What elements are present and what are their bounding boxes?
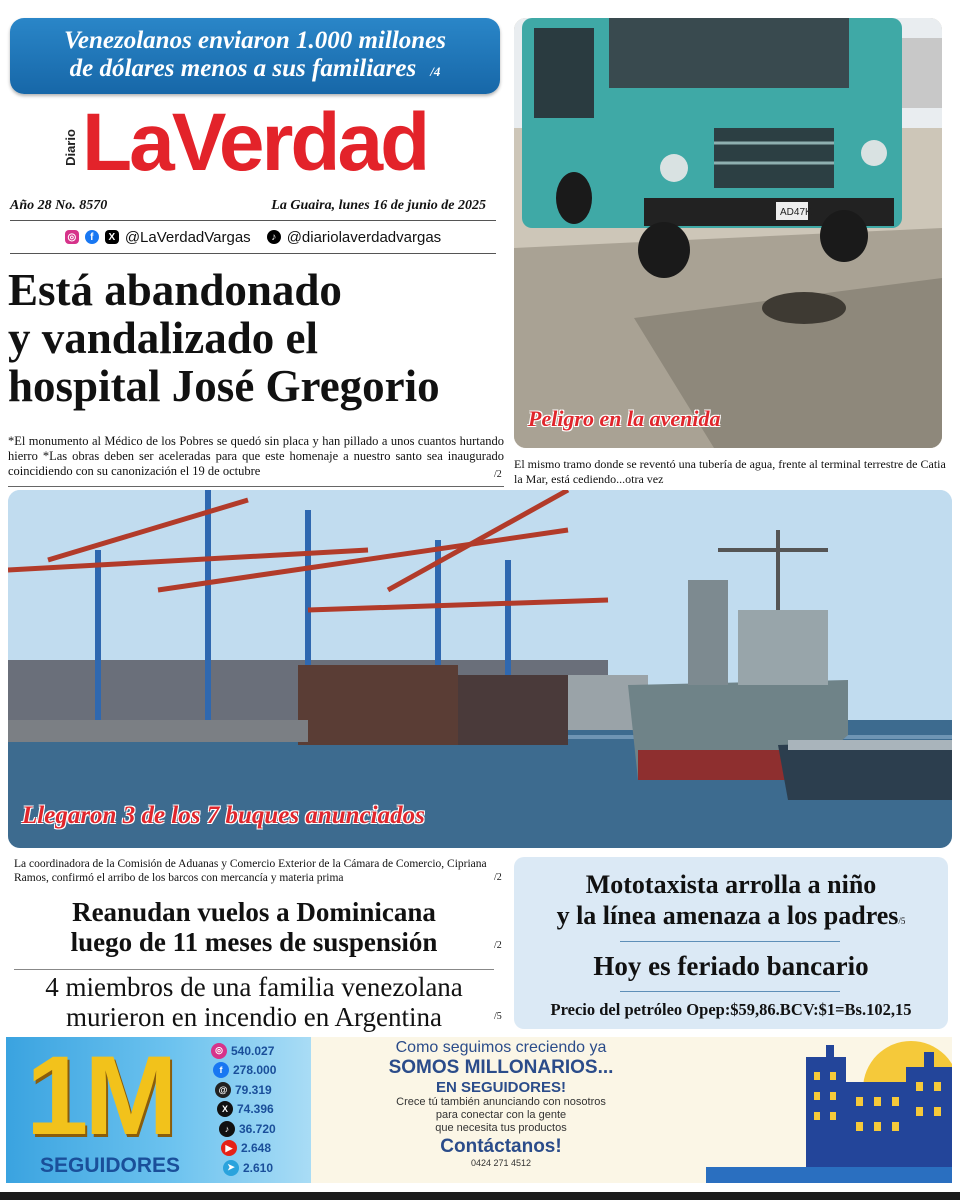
port-photo-caption: Llegaron 3 de los 7 buques anunciados [22,802,425,829]
banner-line-1: Venezolanos enviaron 1.000 millones [64,27,446,54]
box-divider-2 [620,991,840,992]
main-deck: *El monumento al Médico de los Pobres se quedó sin placa y han pillado a unos cuantos hurtando hierro *Las obras deben ser aceleradas para que este homenaje a nuestro santo sea inaugurado coincidiendo con su canonización el 19 de octubre [8,434,504,478]
followers-ad[interactable] [6,1037,952,1183]
flights-line-1: Reanudan vuelos a Dominicana [72,897,436,927]
ad-follower-counts [211,1041,321,1178]
social-bar [10,220,496,254]
main-page-ref: /2 [494,469,502,480]
follower-count-row [221,1139,321,1159]
ad-city-art [706,1037,952,1183]
main-headline[interactable] [8,266,508,410]
follower-count-value: 540.027 [231,1043,275,1058]
port-page-ref: /2 [494,872,502,883]
bus-photo-caption: Peligro en la avenida [528,406,721,431]
fire-headline[interactable] [14,969,494,1032]
ad-contact[interactable]: Contáctanos! [440,1136,562,1157]
x-icon: X [217,1101,233,1117]
follower-count-value: 278.000 [233,1063,277,1078]
social-handle-2[interactable]: @diariolaverdadvargas [286,228,442,246]
instagram-icon: ◎ [211,1043,227,1059]
bus-illustration [514,18,942,448]
follower-count-row [219,1119,321,1139]
mototaxi-page-ref: /5 [898,916,906,926]
youtube-icon: ▶ [221,1140,237,1156]
threads-icon: @ [215,1082,231,1098]
ad-line-3: EN SEGUIDORES! [435,1079,567,1096]
box-divider-1 [620,941,840,942]
flights-page-ref: /2 [494,940,502,951]
follower-count-value: 74.396 [237,1102,274,1117]
headline-line-2: y vandalizado el [8,313,319,363]
ad-text-block [336,1039,666,1168]
follower-count-value: 36.720 [239,1121,276,1136]
flights-line-2: luego de 11 meses de suspensión [70,927,438,957]
facebook-icon: f [213,1062,229,1078]
bottom-bar [0,1192,960,1200]
fire-line-1: 4 miembros de una familia venezolana [45,972,463,1002]
follower-count-value: 2.610 [243,1160,274,1175]
ad-line-1: Como seguimos creciendo ya [395,1039,607,1056]
follower-count-row [211,1041,321,1061]
social-handle-1[interactable]: @LaVerdadVargas [124,228,251,246]
mototaxi-headline[interactable] [514,869,948,937]
port-illustration [8,490,952,848]
facebook-icon: f [85,230,99,244]
follower-count-value: 79.319 [235,1082,272,1097]
telegram-icon: ➤ [223,1160,239,1176]
mototaxi-line-2: y la línea amenaza a los padres [556,901,899,930]
diario-label: Diario [62,129,78,166]
mototaxi-line-1: Mototaxista arrolla a niño [585,870,877,899]
feriado-headline[interactable]: Hoy es feriado bancario [593,951,869,981]
headline-line-1: Está abandonado [8,265,342,315]
port-photo[interactable] [8,490,952,848]
flights-headline[interactable] [14,897,494,957]
banner-page-ref: /4 [430,64,441,79]
ad-line-4b: para conectar con la gente [435,1109,567,1121]
ad-1m-text: 1M [26,1037,174,1158]
edition-line [10,198,486,214]
top-banner-headline[interactable] [10,18,500,94]
follower-count-row [217,1100,321,1120]
oil-price-line: Precio del petróleo Opep:$59,86.BCV:$1=Bs.102,15 [550,1000,912,1019]
ad-phone[interactable]: 0424 271 4512 [470,1158,532,1168]
port-description: La coordinadora de la Comisión de Aduanas y Comercio Exterior de la Cámara de Comercio, Cipriana Ramos, confirmó el arribo de los barcos con mercancía y materia prima [14,858,487,884]
bus-photo[interactable] [514,18,942,448]
bus-description: El mismo tramo donde se reventó una tubería de agua, frente al terminal terrestre de Catia la Mar, está cediendo...otra vez [514,457,946,486]
ad-line-4a: Crece tú también anunciando con nosotros [396,1096,606,1108]
fire-page-ref: /5 [494,1011,502,1022]
bus-plate: AD47K [780,207,812,218]
divider [8,486,504,487]
ad-line-4c: que necesita tus productos [435,1122,567,1134]
x-icon: X [105,230,119,244]
follower-count-row [223,1158,321,1178]
follower-count-row [215,1080,321,1100]
follower-count-value: 2.648 [241,1141,272,1156]
fire-line-2: murieron en incendio en Argentina [66,1002,442,1032]
headline-line-3: hospital José Gregorio [8,361,440,411]
edition-place-date: La Guaira, lunes 16 de junio de 2025 [271,198,486,213]
edition-number: Año 28 No. 8570 [10,198,108,213]
banner-line-2: de dólares menos a sus familiares /4 [69,55,441,82]
tiktok-icon: ♪ [219,1121,235,1137]
mototaxi-line-2-wrap [514,900,948,937]
newspaper-logo: LaVerdad [82,97,428,188]
ad-seguidores: SEGUIDORES [40,1154,181,1177]
follower-count-row [213,1061,321,1081]
instagram-icon: ◎ [65,230,79,244]
tiktok-icon: ♪ [267,230,281,244]
ad-line-2: SOMOS MILLONARIOS... [388,1057,614,1078]
city-illustration [706,1037,952,1183]
masthead [60,97,500,190]
